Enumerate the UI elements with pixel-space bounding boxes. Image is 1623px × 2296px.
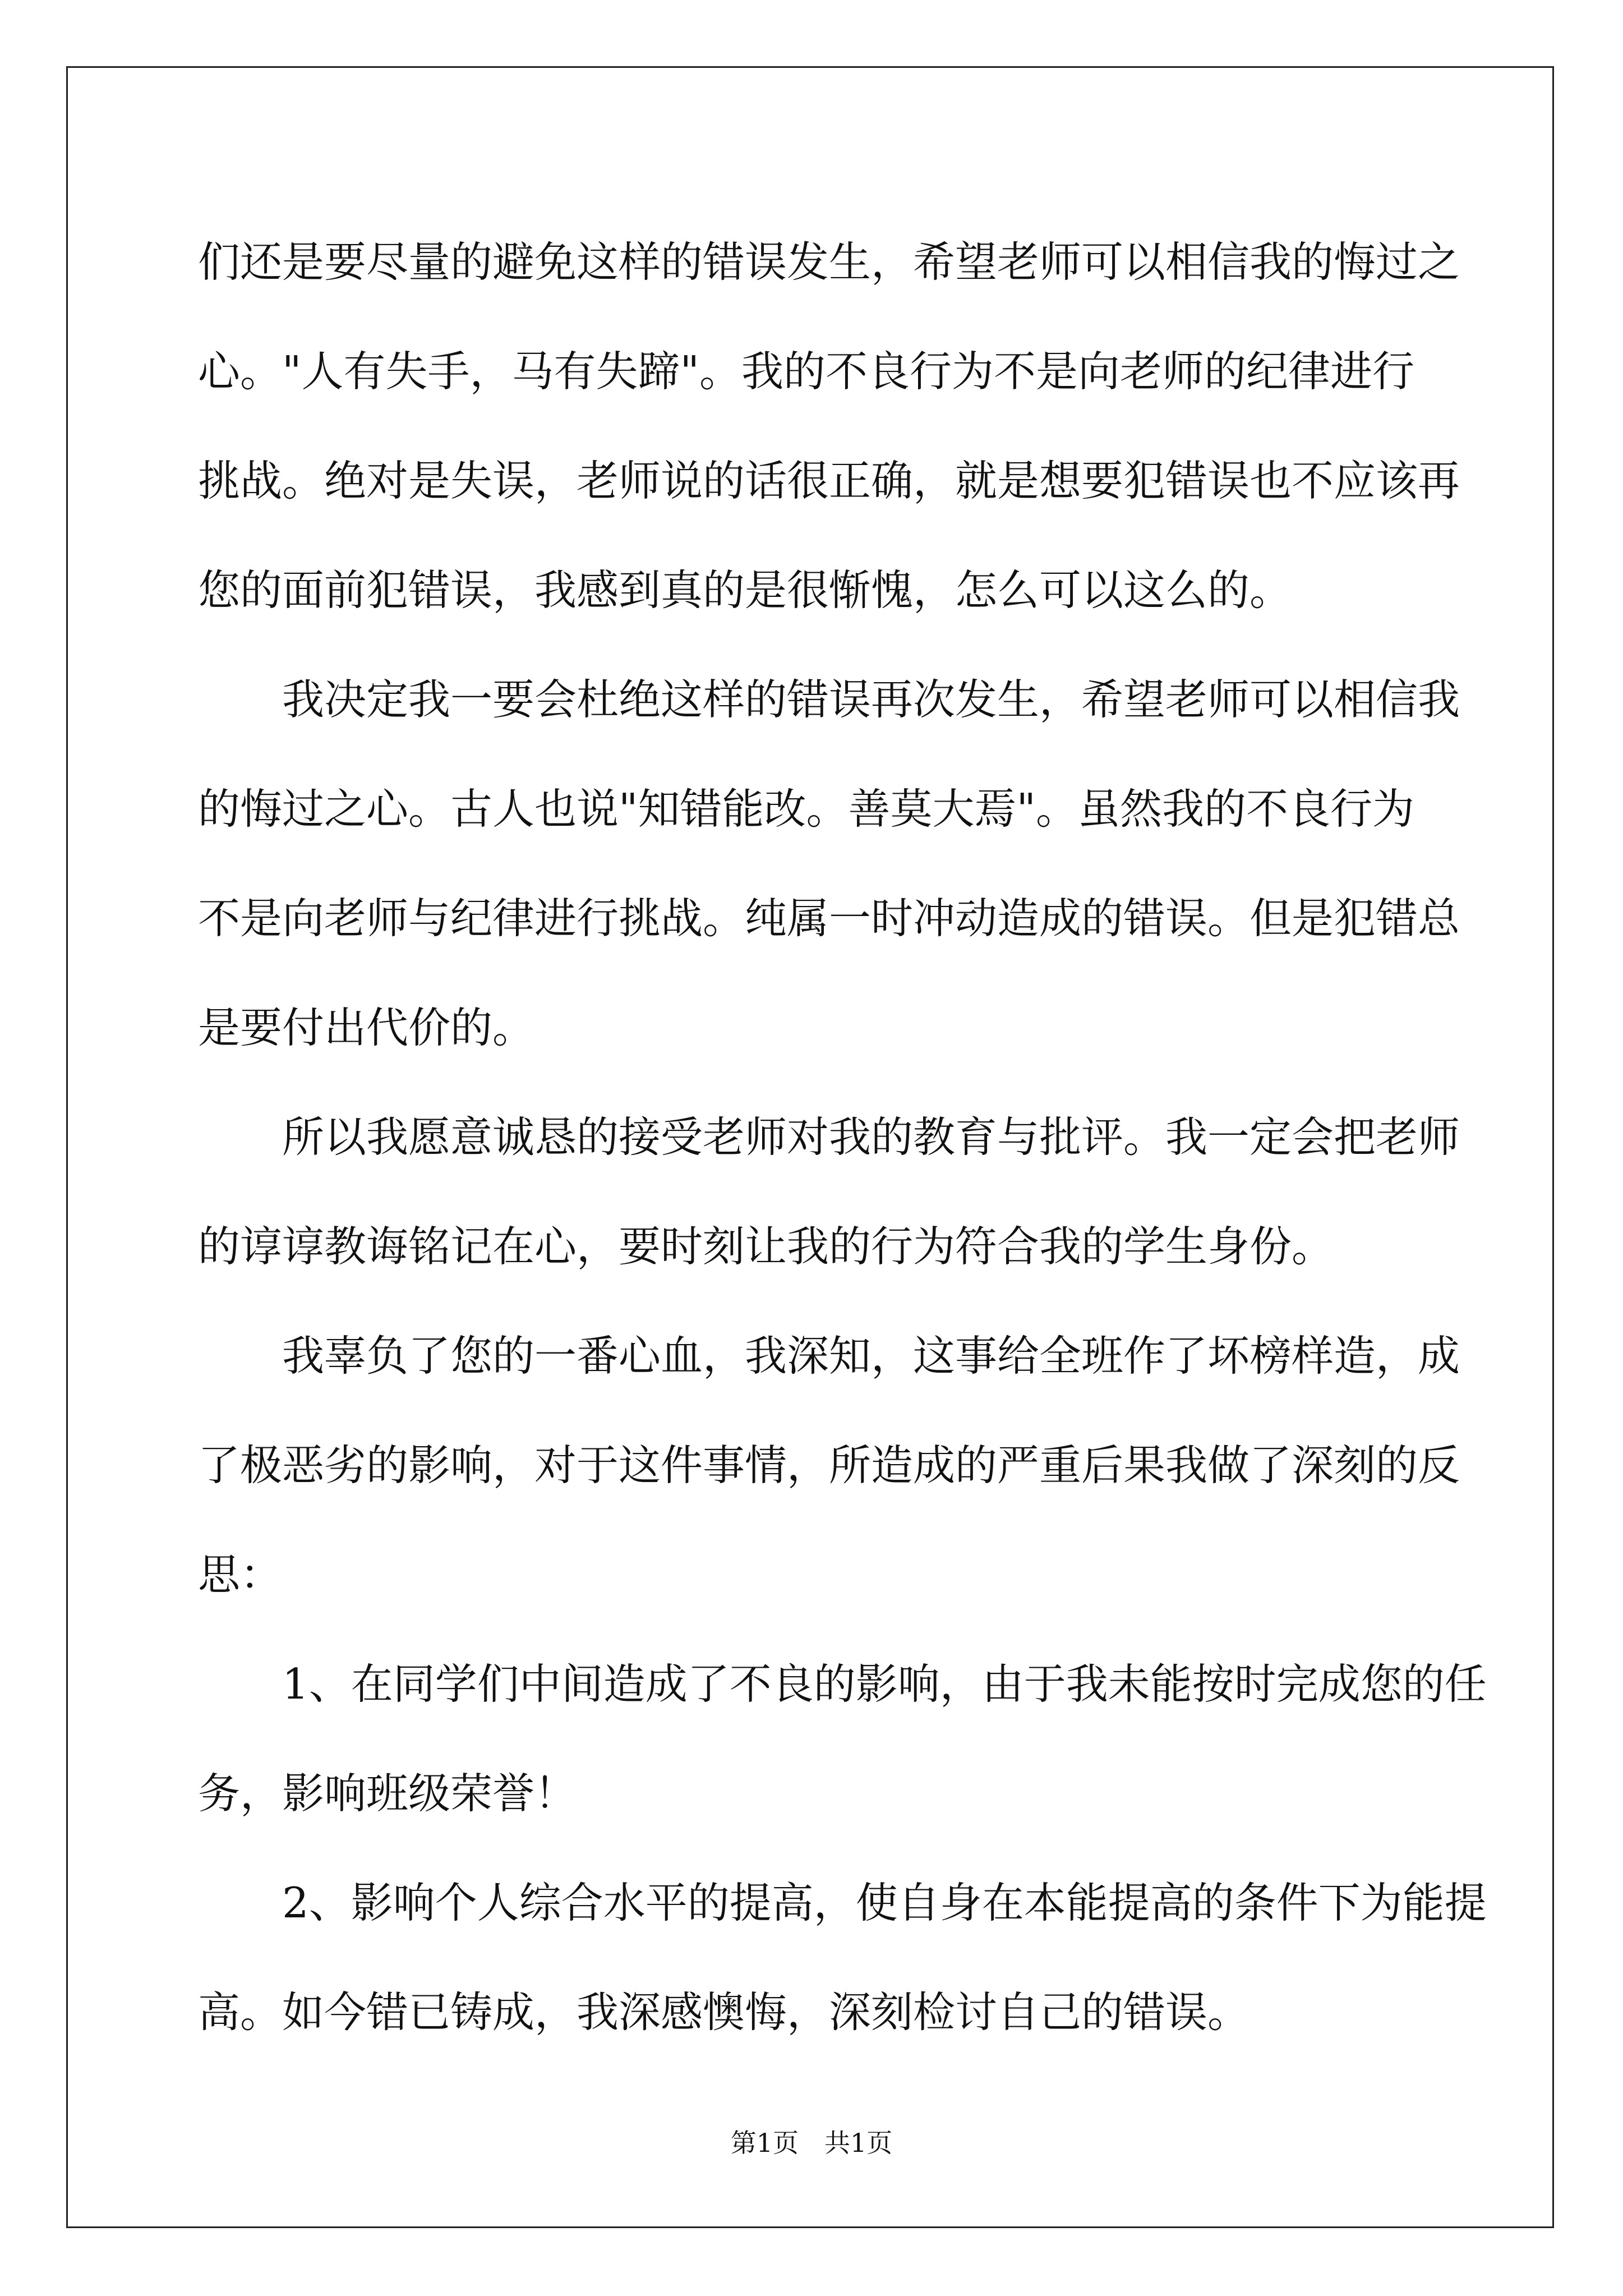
text-line: 们还是要尽量的避免这样的错误发生，希望老师可以相信我的悔过之 xyxy=(198,237,1460,287)
list-item-1: 1、在同学们中间造成了不良的影响，由于我未能按时完成您的任 xyxy=(282,1659,1487,1709)
list-item-2: 2、影响个人综合水平的提高，使自身在本能提高的条件下为能提 xyxy=(282,1878,1487,1927)
page-number-footer: 第1页 共1页 xyxy=(730,2128,893,2158)
text-line: 不是向老师与纪律进行挑战。纯属一时冲动造成的错误。但是犯错总 xyxy=(198,894,1460,943)
text-line: 了极恶劣的影响，对于这件事情，所造成的严重后果我做了深刻的反 xyxy=(198,1441,1460,1490)
document-body xyxy=(198,208,1487,2067)
text-line: 您的面前犯错误，我感到真的是很惭愧，怎么可以这么的。 xyxy=(198,565,1292,615)
text-line: 高。如今错已铸成，我深感懊悔，深刻检讨自己的错误。 xyxy=(198,1987,1250,2037)
text-line: 的谆谆教诲铭记在心，要时刻让我的行为符合我的学生身份。 xyxy=(198,1222,1334,1271)
text-line: 务，影响班级荣誉！ xyxy=(198,1769,577,1818)
text-line: 思： xyxy=(198,1550,283,1599)
text-line: 的悔过之心。古人也说"知错能改。善莫大焉"。虽然我的不良行为 xyxy=(198,784,1414,834)
paragraph-first-line: 我辜负了您的一番心血，我深知，这事给全班作了坏榜样造，成 xyxy=(282,1331,1460,1381)
paragraph-first-line: 我决定我一要会杜绝这样的错误再次发生，希望老师可以相信我 xyxy=(282,675,1460,724)
text-line: 是要付出代价的。 xyxy=(198,1003,535,1052)
text-line: 心。"人有失手，马有失蹄"。我的不良行为不是向老师的纪律进行 xyxy=(198,347,1414,396)
text-line: 挑战。绝对是失误，老师说的话很正确，就是想要犯错误也不应该再 xyxy=(198,456,1460,505)
paragraph-first-line: 所以我愿意诚恳的接受老师对我的教育与批评。我一定会把老师 xyxy=(282,1112,1460,1162)
